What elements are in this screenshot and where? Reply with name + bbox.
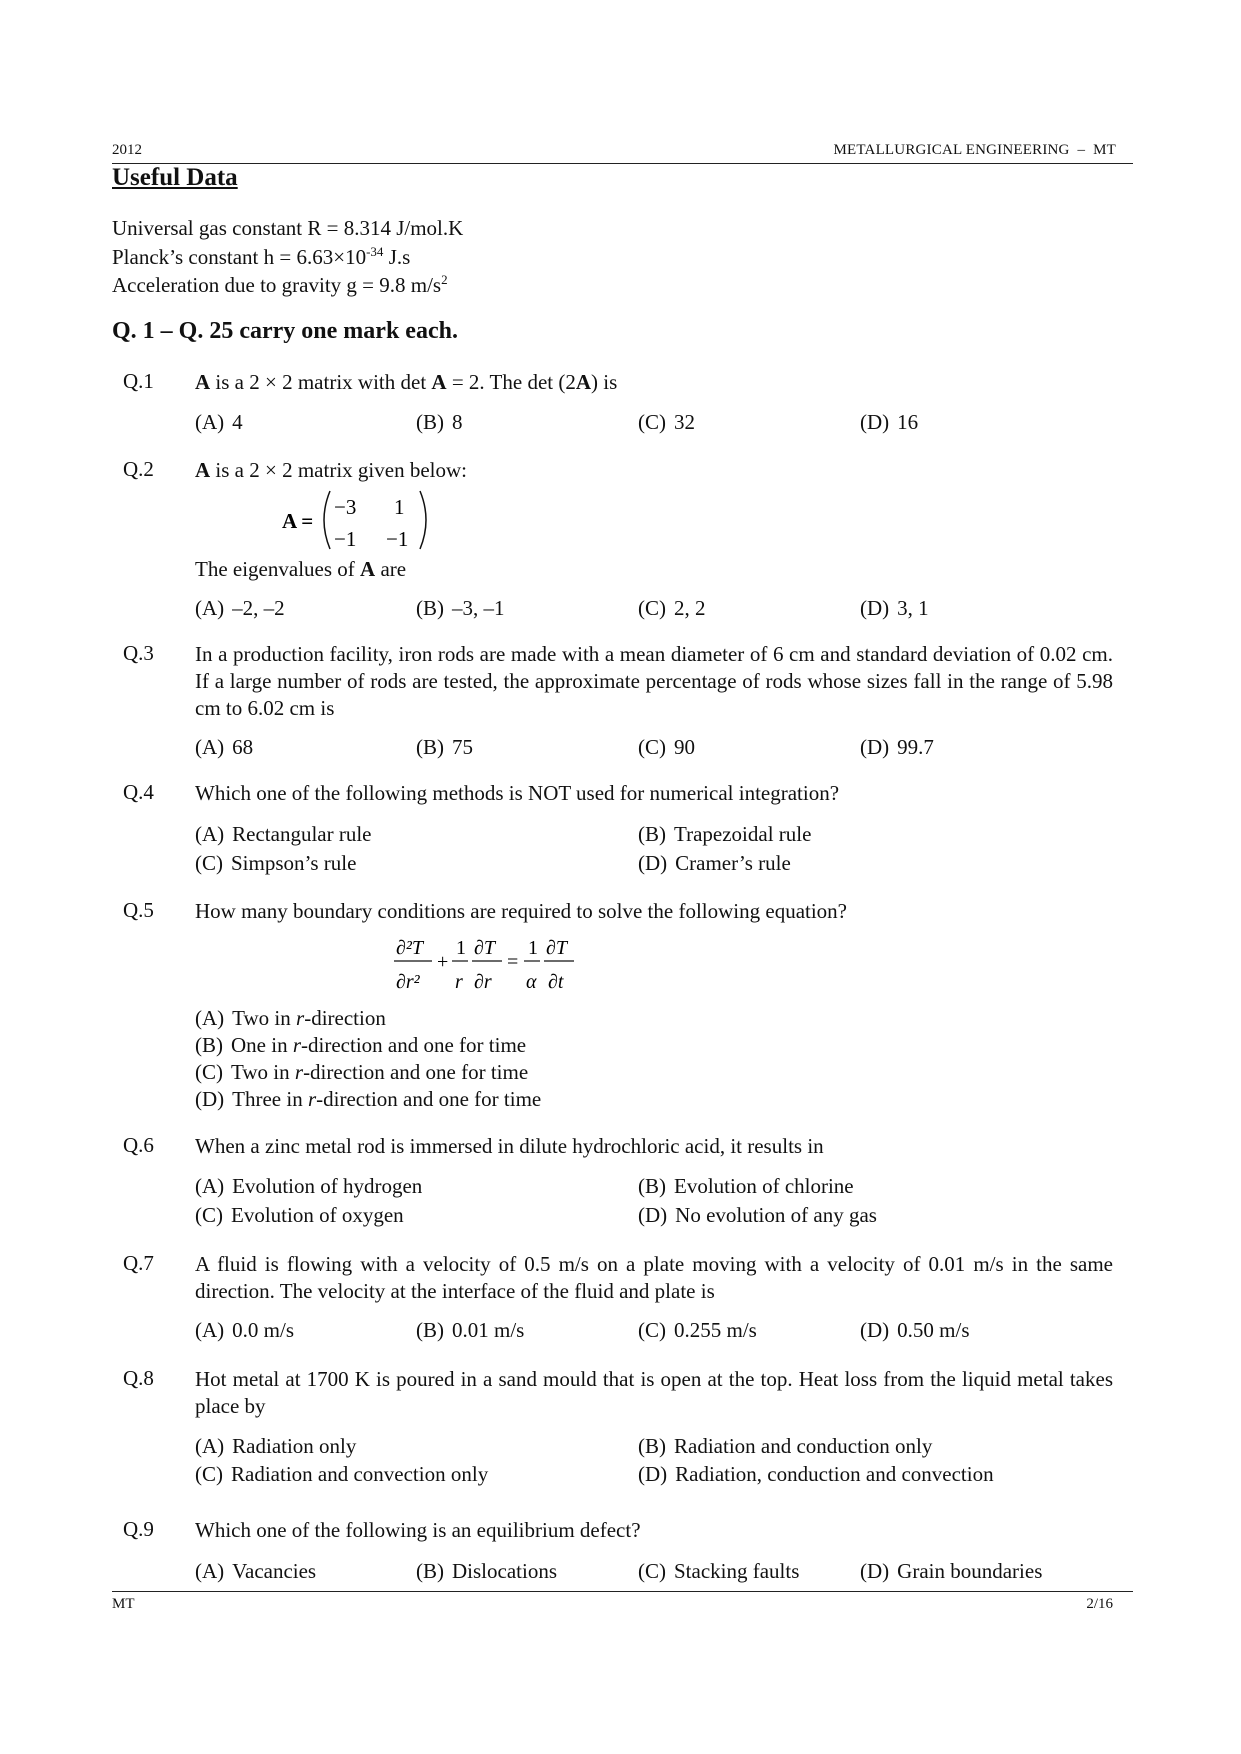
option-text: 0.01 m/s [452, 1318, 525, 1342]
eq-term5-den: ∂t [548, 971, 564, 993]
option-b [195, 1033, 526, 1058]
option-label: (C) [195, 1462, 223, 1486]
option-label: (A) [195, 1006, 225, 1030]
option-label: (D) [638, 1203, 668, 1227]
option-text: Two in [232, 1006, 297, 1030]
option-text: 8 [452, 410, 463, 434]
option-label: (B) [638, 822, 666, 846]
heat-equation [390, 928, 590, 1000]
option-label: (C) [195, 1203, 223, 1227]
option-a [195, 1174, 422, 1199]
option-label: (A) [195, 596, 225, 620]
option-label: (A) [195, 1318, 225, 1342]
question-number: Q.9 [123, 1517, 154, 1541]
option-label: (C) [638, 1318, 666, 1342]
option-text: –2, –2 [232, 596, 285, 620]
option-b [416, 1559, 557, 1584]
question-number: Q.6 [123, 1133, 154, 1157]
option-label: (A) [195, 735, 225, 759]
option-b [416, 735, 473, 760]
eq-term1-den: ∂r² [396, 971, 420, 993]
eq-term5-num: ∂T [546, 937, 568, 959]
matrix-cell: −1 [386, 527, 409, 551]
gas-constant: Universal gas constant R = 8.314 J/mol.K [112, 216, 464, 240]
option-a [195, 735, 253, 760]
option-label: (A) [195, 410, 225, 434]
question-text: Hot metal at 1700 K is poured in a sand mould that is open at the top. Heat loss from the liquid metal takes place by [195, 1367, 1113, 1418]
option-label: (A) [195, 822, 225, 846]
option-text: Trapezoidal rule [674, 822, 812, 846]
eq-term3-den: ∂r [474, 971, 492, 993]
option-b [638, 1434, 932, 1459]
option-label: (A) [195, 1559, 225, 1583]
option-text: 0.50 m/s [897, 1318, 970, 1342]
option-d [860, 596, 929, 621]
question-text: Which one of the following is an equilibrium defect? [195, 1518, 641, 1542]
option-label: (D) [195, 1087, 225, 1111]
option-c [195, 1462, 488, 1487]
option-text: Cramer’s rule [675, 851, 791, 875]
text-fragment: is a 2 × 2 matrix given below: [210, 458, 467, 482]
option-label: (C) [638, 1559, 666, 1583]
question-number: Q.8 [123, 1366, 154, 1390]
matrix-cell: 1 [394, 495, 405, 519]
option-b [416, 1318, 524, 1343]
header-year: 2012 [112, 142, 142, 158]
option-label: (C) [195, 1060, 223, 1084]
option-d [195, 1087, 541, 1112]
option-a [195, 1434, 356, 1459]
option-text: One in [231, 1033, 293, 1057]
option-text: -direction and one for time [301, 1033, 527, 1057]
footer-page-number: 2/16 [1086, 1596, 1113, 1612]
planck-prefix: Planck’s constant h = 6.63×10 [112, 245, 367, 269]
question-number: Q.5 [123, 898, 154, 922]
option-label: (C) [195, 851, 223, 875]
question-text-after [195, 556, 1113, 583]
option-label: (D) [638, 1462, 668, 1486]
option-text: 4 [232, 410, 243, 434]
eq-plus: + [437, 951, 449, 973]
matrix-label: A = [282, 509, 314, 533]
eq-term2-den: r [455, 971, 463, 993]
matrix-symbol: A [195, 458, 211, 482]
header-rule [112, 163, 1133, 164]
question-number: Q.4 [123, 780, 154, 804]
option-text: Dislocations [452, 1559, 557, 1583]
text-fragment: = 2. The det (2 [446, 370, 576, 394]
option-text: Radiation and convection only [231, 1462, 489, 1486]
option-label: (D) [860, 735, 890, 759]
option-text: 0.255 m/s [674, 1318, 757, 1342]
option-text: –3, –1 [452, 596, 505, 620]
eq-term3-num: ∂T [474, 937, 496, 959]
option-text: Grain boundaries [897, 1559, 1043, 1583]
variable: r [292, 1033, 302, 1057]
option-label: (B) [416, 596, 444, 620]
option-text: Radiation only [232, 1434, 357, 1458]
option-text: 32 [674, 410, 695, 434]
text-fragment: ) is [591, 370, 618, 394]
gravity-constant [112, 272, 448, 298]
option-text: Evolution of hydrogen [232, 1174, 423, 1198]
option-label: (D) [860, 1559, 890, 1583]
eq-equals: = [507, 951, 519, 973]
question-number: Q.3 [123, 641, 154, 665]
option-text: Evolution of oxygen [231, 1203, 404, 1227]
matrix-cell: −3 [334, 495, 357, 519]
option-label: (B) [416, 735, 444, 759]
option-c [638, 410, 695, 435]
option-text: 16 [897, 410, 919, 434]
option-d [638, 1462, 994, 1487]
option-a [195, 822, 372, 847]
option-text: No evolution of any gas [675, 1203, 877, 1227]
option-a [195, 1006, 386, 1031]
footer-paper-code: MT [112, 1596, 135, 1612]
matrix-symbol: A [195, 370, 211, 394]
option-text: Radiation and conduction only [674, 1434, 933, 1458]
option-c [195, 1060, 528, 1085]
option-text: 0.0 m/s [232, 1318, 294, 1342]
option-label: (D) [860, 596, 890, 620]
variable: r [307, 1087, 317, 1111]
option-text: 68 [232, 735, 254, 759]
text-fragment: is a 2 × 2 matrix with det [210, 370, 432, 394]
option-label: (D) [638, 851, 668, 875]
option-c [195, 851, 356, 876]
option-d [860, 410, 918, 435]
option-label: (B) [416, 1559, 444, 1583]
option-b [638, 822, 811, 847]
option-text: Two in [231, 1060, 295, 1084]
header-subject: METALLURGICAL ENGINEERING – MT [833, 142, 1116, 158]
question-text [195, 457, 1113, 484]
useful-data-title: Useful Data [112, 164, 238, 191]
matrix-symbol: A [360, 557, 376, 581]
option-text: Rectangular rule [232, 822, 372, 846]
option-c [638, 596, 706, 621]
section-title: Q. 1 – Q. 25 carry one mark each. [112, 318, 458, 344]
right-paren [420, 491, 426, 549]
question-text [195, 369, 1113, 396]
planck-exponent: -34 [366, 244, 384, 259]
option-text: 90 [674, 735, 695, 759]
eq-term4-den: α [526, 971, 537, 993]
question-text: When a zinc metal rod is immersed in dilute hydrochloric acid, it results in [195, 1134, 824, 1158]
option-text: -direction and one for time [303, 1060, 529, 1084]
footer-rule [112, 1591, 1133, 1592]
option-c [195, 1203, 404, 1228]
option-c [638, 1559, 799, 1584]
planck-suffix: J.s [383, 245, 411, 269]
option-d [638, 851, 791, 876]
option-text: Three in [232, 1087, 308, 1111]
option-text: Radiation, conduction and convection [675, 1462, 994, 1486]
gravity-prefix: Acceleration due to gravity g = 9.8 m/s [112, 273, 442, 297]
planck-constant [112, 244, 410, 270]
matrix-a [282, 485, 442, 555]
variable: r [294, 1060, 304, 1084]
option-label: (C) [638, 735, 666, 759]
option-d [860, 1559, 1042, 1584]
question-text: A fluid is flowing with a velocity of 0.5 m/s on a plate moving with a velocity of 0.01 m/s in the same direction. The velocity at the interface of the fluid and plate is [195, 1252, 1113, 1303]
question-text: In a production facility, iron rods are made with a mean diameter of 6 cm and standard deviation of 0.02 cm. If a large number of rods are tested, the approximate percentage of rods whose sizes fall in the range of 5.98 cm to 6.02 cm is [195, 642, 1113, 720]
option-label: (B) [638, 1174, 666, 1198]
option-d [638, 1203, 877, 1228]
option-label: (D) [860, 410, 890, 434]
option-c [638, 1318, 757, 1343]
option-d [860, 1318, 970, 1343]
option-b [638, 1174, 854, 1199]
option-text: 2, 2 [674, 596, 706, 620]
option-b [416, 596, 505, 621]
matrix-symbol: A [575, 370, 592, 394]
option-text: 99.7 [897, 735, 934, 759]
option-label: (B) [416, 1318, 444, 1342]
gravity-exponent: 2 [441, 272, 448, 287]
option-c [638, 735, 695, 760]
question-text: How many boundary conditions are required to solve the following equation? [195, 899, 848, 923]
option-a [195, 1559, 316, 1584]
option-a [195, 596, 285, 621]
eq-term2-num: 1 [456, 937, 466, 959]
option-label: (D) [860, 1318, 890, 1342]
option-label: (C) [638, 596, 666, 620]
option-label: (A) [195, 1434, 225, 1458]
eq-term4-num: 1 [528, 937, 538, 959]
question-number: Q.2 [123, 457, 154, 481]
option-label: (B) [195, 1033, 223, 1057]
matrix-cell: −1 [334, 527, 357, 551]
option-a [195, 1318, 294, 1343]
option-text: Simpson’s rule [231, 851, 357, 875]
left-paren [324, 491, 330, 549]
option-a [195, 410, 243, 435]
option-label: (B) [638, 1434, 666, 1458]
option-label: (B) [416, 410, 444, 434]
variable: r [296, 1006, 305, 1030]
text-fragment: are [375, 557, 407, 581]
option-text: 3, 1 [897, 596, 929, 620]
text-fragment: The eigenvalues of [195, 557, 361, 581]
eq-term1-num: ∂²T [396, 937, 424, 959]
question-number: Q.1 [123, 369, 154, 393]
option-d [860, 735, 934, 760]
question-text: Which one of the following methods is NOT used for numerical integration? [195, 781, 840, 805]
option-label: (A) [195, 1174, 225, 1198]
matrix-symbol: A [431, 370, 447, 394]
option-b [416, 410, 463, 435]
option-text: Evolution of chlorine [674, 1174, 854, 1198]
option-text: -direction [304, 1006, 386, 1030]
option-text: -direction and one for time [316, 1087, 542, 1111]
option-label: (C) [638, 410, 666, 434]
option-text: Stacking faults [674, 1559, 800, 1583]
option-text: Vacancies [232, 1559, 317, 1583]
option-text: 75 [452, 735, 473, 759]
question-number: Q.7 [123, 1251, 154, 1275]
